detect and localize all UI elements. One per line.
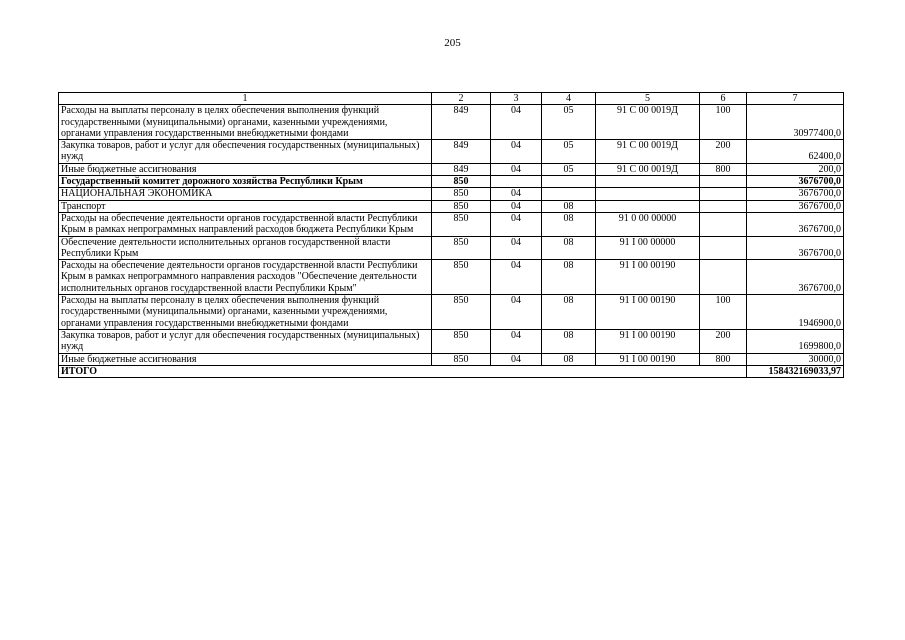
department-code-cell: 850 (432, 295, 491, 330)
subsection-code-cell: 08 (542, 353, 596, 365)
row-name-cell: НАЦИОНАЛЬНАЯ ЭКОНОМИКА (59, 188, 432, 200)
subsection-code-cell: 08 (542, 260, 596, 295)
row-name-cell: Закупка товаров, работ и услуг для обеспечения государственных (муниципальных) нужд (59, 329, 432, 353)
total-amount: 158432169033,97 (747, 365, 844, 377)
budget-table (58, 92, 844, 378)
column-header: 1 (59, 93, 432, 105)
target-article-cell: 91 I 00 00190 (596, 295, 700, 330)
table-row (59, 353, 844, 365)
section-code-cell (491, 176, 542, 188)
department-code-cell: 850 (432, 200, 491, 212)
subsection-code-cell (542, 188, 596, 200)
expense-type-cell: 800 (700, 163, 747, 175)
expense-type-cell (700, 260, 747, 295)
row-name-cell: Расходы на обеспечение деятельности органов государственной власти Республики Крым в рамках непрограммного направления расходов "Обеспечение деятельности исполнительных органов государственной власти Республики Крым" (59, 260, 432, 295)
expense-type-cell: 100 (700, 105, 747, 140)
department-code-cell: 849 (432, 163, 491, 175)
department-code-cell: 850 (432, 212, 491, 236)
total-row (59, 365, 844, 377)
section-code-cell: 04 (491, 212, 542, 236)
department-code-cell: 849 (432, 105, 491, 140)
amount-cell: 3676700,0 (747, 260, 844, 295)
row-name-cell: Обеспечение деятельности исполнительных органов государственной власти Республики Крым (59, 236, 432, 260)
expense-type-cell (700, 200, 747, 212)
table-row (59, 212, 844, 236)
row-name-cell: Расходы на выплаты персоналу в целях обеспечения выполнения функций государственными (муниципальными) органами, казенными учреждениями, органами управления государственными внебюджетными фондами (59, 295, 432, 330)
expense-type-cell: 200 (700, 329, 747, 353)
section-code-cell: 04 (491, 236, 542, 260)
subsection-code-cell: 08 (542, 212, 596, 236)
target-article-cell: 91 I 00 00190 (596, 329, 700, 353)
expense-type-cell (700, 236, 747, 260)
table-row (59, 200, 844, 212)
section-code-cell: 04 (491, 353, 542, 365)
page-number: 205 (444, 37, 461, 49)
target-article-cell: 91 С 00 0019Д (596, 105, 700, 140)
department-code-cell: 850 (432, 188, 491, 200)
amount-cell: 1946900,0 (747, 295, 844, 330)
subsection-code-cell: 08 (542, 295, 596, 330)
row-name-cell: Государственный комитет дорожного хозяйства Республики Крым (59, 176, 432, 188)
target-article-cell: 91 0 00 00000 (596, 212, 700, 236)
subsection-code-cell: 05 (542, 140, 596, 164)
department-code-cell: 850 (432, 176, 491, 188)
header-row (59, 93, 844, 105)
column-header: 6 (700, 93, 747, 105)
amount-cell: 30000,0 (747, 353, 844, 365)
target-article-cell (596, 188, 700, 200)
table-row (59, 188, 844, 200)
target-article-cell: 91 I 00 00190 (596, 353, 700, 365)
row-name-cell: Расходы на обеспечение деятельности органов государственной власти Республики Крым в рамках непрограммных направлений расходов бюджета Республики Крым (59, 212, 432, 236)
department-code-cell: 850 (432, 353, 491, 365)
expense-type-cell: 200 (700, 140, 747, 164)
target-article-cell: 91 С 00 0019Д (596, 163, 700, 175)
department-code-cell: 850 (432, 329, 491, 353)
target-article-cell: 91 I 00 00190 (596, 260, 700, 295)
amount-cell: 3676700,0 (747, 176, 844, 188)
target-article-cell: 91 С 00 0019Д (596, 140, 700, 164)
table-row (59, 260, 844, 295)
department-code-cell: 850 (432, 236, 491, 260)
column-header: 2 (432, 93, 491, 105)
amount-cell: 3676700,0 (747, 188, 844, 200)
section-code-cell: 04 (491, 200, 542, 212)
table-row (59, 295, 844, 330)
amount-cell: 3676700,0 (747, 212, 844, 236)
department-code-cell: 850 (432, 260, 491, 295)
amount-cell: 3676700,0 (747, 236, 844, 260)
row-name-cell: Закупка товаров, работ и услуг для обеспечения государственных (муниципальных) нужд (59, 140, 432, 164)
table-row (59, 140, 844, 164)
column-header: 3 (491, 93, 542, 105)
column-header: 5 (596, 93, 700, 105)
section-code-cell: 04 (491, 163, 542, 175)
table-row (59, 163, 844, 175)
row-name-cell: Иные бюджетные ассигнования (59, 353, 432, 365)
expense-type-cell (700, 188, 747, 200)
subsection-code-cell: 05 (542, 163, 596, 175)
table-row (59, 176, 844, 188)
subsection-code-cell: 08 (542, 236, 596, 260)
row-name-cell: Иные бюджетные ассигнования (59, 163, 432, 175)
target-article-cell: 91 I 00 00000 (596, 236, 700, 260)
expense-type-cell (700, 212, 747, 236)
expense-type-cell: 800 (700, 353, 747, 365)
expense-type-cell: 100 (700, 295, 747, 330)
subsection-code-cell: 08 (542, 200, 596, 212)
section-code-cell: 04 (491, 295, 542, 330)
column-header: 4 (542, 93, 596, 105)
table-row (59, 329, 844, 353)
table-row (59, 105, 844, 140)
section-code-cell: 04 (491, 188, 542, 200)
target-article-cell (596, 176, 700, 188)
amount-cell: 1699800,0 (747, 329, 844, 353)
column-header: 7 (747, 93, 844, 105)
amount-cell: 200,0 (747, 163, 844, 175)
amount-cell: 3676700,0 (747, 200, 844, 212)
section-code-cell: 04 (491, 140, 542, 164)
section-code-cell: 04 (491, 329, 542, 353)
row-name-cell: Расходы на выплаты персоналу в целях обеспечения выполнения функций государственными (муниципальными) органами, казенными учреждениями, органами управления государственными внебюджетными фондами (59, 105, 432, 140)
amount-cell: 30977400,0 (747, 105, 844, 140)
subsection-code-cell (542, 176, 596, 188)
expense-type-cell (700, 176, 747, 188)
table-row (59, 236, 844, 260)
total-label: ИТОГО (59, 365, 747, 377)
amount-cell: 62400,0 (747, 140, 844, 164)
row-name-cell: Транспорт (59, 200, 432, 212)
section-code-cell: 04 (491, 260, 542, 295)
target-article-cell (596, 200, 700, 212)
subsection-code-cell: 05 (542, 105, 596, 140)
department-code-cell: 849 (432, 140, 491, 164)
section-code-cell: 04 (491, 105, 542, 140)
subsection-code-cell: 08 (542, 329, 596, 353)
